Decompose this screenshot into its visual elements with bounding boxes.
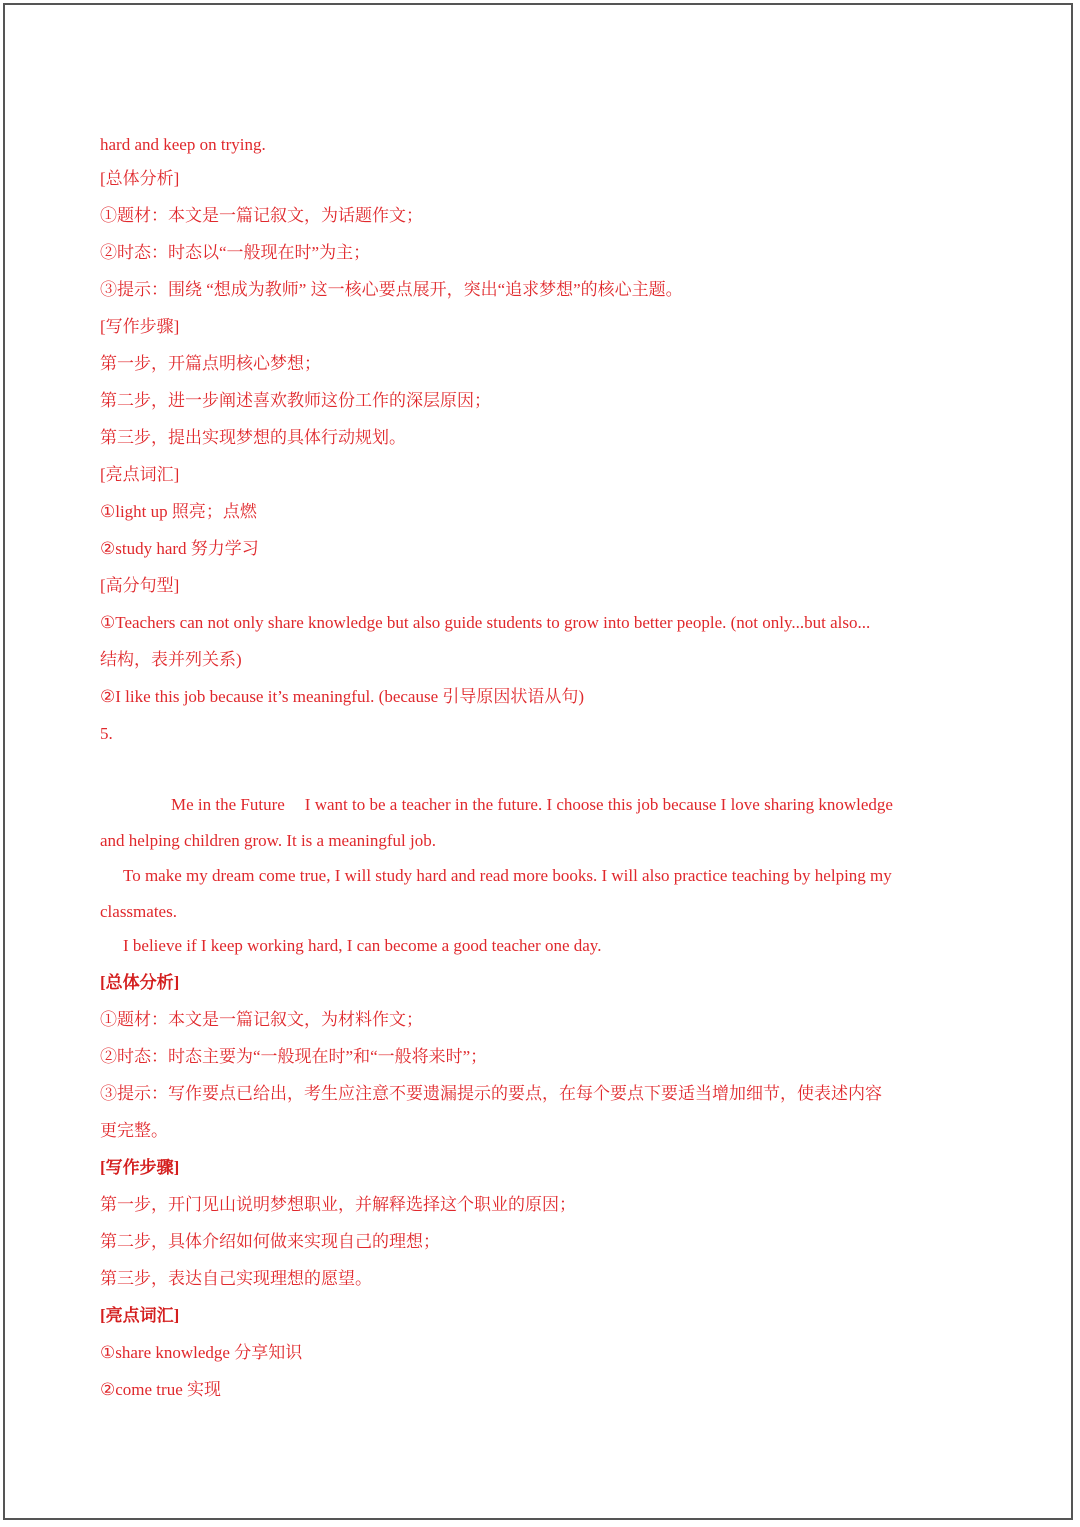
text-line: 第三步，提出实现梦想的具体行动规划。 <box>100 428 406 447</box>
section-heading: [写作步骤] <box>100 1158 180 1177</box>
text-line: ②时态：时态主要为“一般现在时”和“一般将来时”； <box>100 1047 488 1066</box>
text-line: ①share knowledge 分享知识 <box>100 1343 303 1362</box>
text-line: ①题材：本文是一篇记叙文，为话题作文； <box>100 206 423 225</box>
text-line: ②时态：时态以“一般现在时”为主； <box>100 243 371 262</box>
text-line: ①light up 照亮；点燃 <box>100 502 257 521</box>
text-line: ①Teachers can not only share knowledge but also guide students to grow into better people. (not only...but also... <box>100 613 871 632</box>
essay-paragraph-2-start: To make my dream come true, I will study hard and read more books. I will also practice teaching by helping my <box>123 866 892 885</box>
section-heading: [总体分析] <box>100 169 180 188</box>
text-line: ②study hard 努力学习 <box>100 539 259 558</box>
text-line: ③提示：围绕 “想成为教师” 这一核心要点展开，突出“追求梦想”的核心主题。 <box>100 280 683 299</box>
text-line: 第一步，开门见山说明梦想职业，并解释选择这个职业的原因； <box>100 1195 576 1214</box>
document-page <box>3 3 1073 1520</box>
essay-paragraph-1-start: I want to be a teacher in the future. I choose this job because I love sharing knowledge <box>304 795 893 814</box>
section-heading: [亮点词汇] <box>100 1306 180 1325</box>
section-heading: [写作步骤] <box>100 317 180 336</box>
text-line: ②come true 实现 <box>100 1380 221 1399</box>
text-line: 更完整。 <box>100 1121 168 1140</box>
essay-first-line <box>171 794 893 816</box>
text-line: ②I like this job because it’s meaningful. (because 引导原因状语从句) <box>100 687 585 706</box>
section-heading: [亮点词汇] <box>100 465 180 484</box>
essay-paragraph-3: I believe if I keep working hard, I can become a good teacher one day. <box>123 936 602 955</box>
text-line: ③提示：写作要点已给出，考生应注意不要遗漏提示的要点，在每个要点下要适当增加细节，使表述内容 <box>100 1084 882 1103</box>
section-heading: [总体分析] <box>100 973 180 992</box>
text-line: 结构，表并列关系) <box>100 650 242 669</box>
essay-title: Me in the Future <box>171 795 285 814</box>
text-line: 第一步，开篇点明核心梦想； <box>100 354 321 373</box>
essay-paragraph-2-end: classmates. <box>100 902 177 921</box>
question-number: 5. <box>100 724 113 743</box>
section-heading: [高分句型] <box>100 576 180 595</box>
page-content <box>5 5 1071 1518</box>
essay-paragraph-1-end: and helping children grow. It is a meaningful job. <box>100 831 436 850</box>
text-line: 第三步，表达自己实现理想的愿望。 <box>100 1269 372 1288</box>
text-line: hard and keep on trying. <box>100 135 266 154</box>
text-line: 第二步，进一步阐述喜欢教师这份工作的深层原因； <box>100 391 491 410</box>
text-line: ①题材：本文是一篇记叙文，为材料作文； <box>100 1010 423 1029</box>
text-line: 第二步，具体介绍如何做来实现自己的理想； <box>100 1232 440 1251</box>
